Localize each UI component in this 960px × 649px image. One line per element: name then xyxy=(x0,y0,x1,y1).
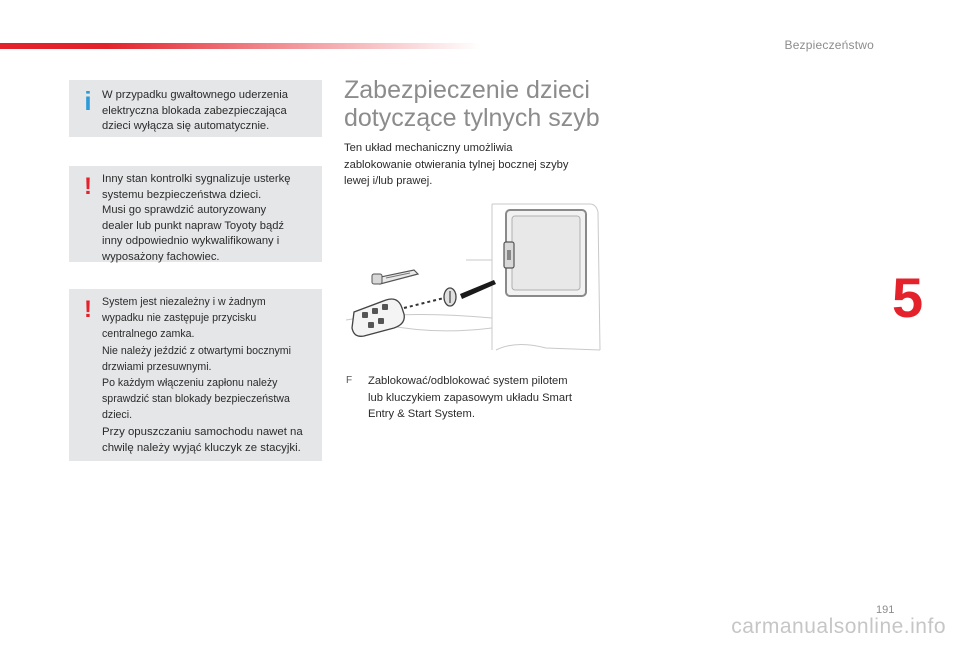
motion-line xyxy=(404,298,444,308)
window-glass xyxy=(512,216,580,290)
child-lock-illustration xyxy=(346,200,602,360)
arrow-icon xyxy=(460,280,496,299)
info-note xyxy=(69,80,322,137)
header-accent-bar xyxy=(0,43,480,49)
note-line: Musi go sprawdzić autoryzowany xyxy=(102,204,267,216)
chapter-number: 5 xyxy=(892,266,924,329)
note-line: elektryczna blokada zabezpieczająca xyxy=(102,104,287,117)
remote-key-icon xyxy=(352,299,404,336)
note-line: chwilę należy wyjąć kluczyk ze stacyjki. xyxy=(102,441,301,454)
page-title xyxy=(344,76,600,132)
section-title: Bezpieczeństwo xyxy=(784,38,874,52)
note-line: wyposażony fachowiec. xyxy=(102,250,220,263)
note-line: centralnego zamka. xyxy=(102,328,195,341)
bullet-line: Zablokować/odblokować system pilotem xyxy=(368,375,568,387)
warning-icon: ! xyxy=(84,173,92,200)
intro-line: lewej i/lub prawej. xyxy=(344,175,433,187)
instruction-bullet xyxy=(346,373,596,423)
intro-line: zablokowanie otwierania tylnej bocznej szyby xyxy=(344,158,569,171)
note-line: sprawdzić stan blokady bezpieczeństwa xyxy=(102,393,290,406)
bullet-line: Entry & Start System. xyxy=(368,408,475,420)
warning-icon: ! xyxy=(84,296,92,323)
note-line: System jest niezależny i w żadnym xyxy=(102,296,266,308)
page-number: 191 xyxy=(876,604,895,616)
note-line: dzieci. xyxy=(102,409,133,422)
note-line: inny odpowiednio wykwalifikowany i xyxy=(102,235,280,247)
note-line: systemu bezpieczeństwa dzieci. xyxy=(102,188,262,201)
note-line: wypadku nie zastępuje przycisku xyxy=(102,312,257,325)
note-line: dealer lub punkt napraw Toyoty bądź xyxy=(102,219,285,232)
note-line: Inny stan kontrolki sygnalizuje usterkę xyxy=(102,173,291,185)
title-line: dotyczące tylnych szyb xyxy=(344,104,600,132)
info-icon: i xyxy=(84,86,92,116)
note-line: Nie należy jeździć z otwartymi bocznymi xyxy=(102,344,291,357)
title-line: Zabezpieczenie dzieci xyxy=(344,76,590,104)
lock-icon xyxy=(444,288,456,306)
intro-line: Ten układ mechaniczny umożliwia xyxy=(344,142,513,154)
key-icon xyxy=(372,270,418,284)
bullet-text xyxy=(368,373,596,423)
note-line: dzieci wyłącza się automatycznie. xyxy=(102,120,270,132)
bullet-line: lub kluczykiem zapasowym układu Smart xyxy=(368,391,572,404)
warning-note xyxy=(69,166,322,262)
intro-paragraph xyxy=(344,140,594,190)
note-line: Po każdym włączeniu zapłonu należy xyxy=(102,377,278,390)
note-line: drzwiami przesuwnymi. xyxy=(102,360,212,373)
watermark: carmanualsonline.info xyxy=(731,615,946,638)
warning-note xyxy=(69,289,322,461)
bullet-arrow-icon: F xyxy=(346,375,353,386)
note-line: W przypadku gwałtownego uderzenia xyxy=(102,89,288,101)
note-line: Przy opuszczaniu samochodu nawet na xyxy=(102,425,303,438)
